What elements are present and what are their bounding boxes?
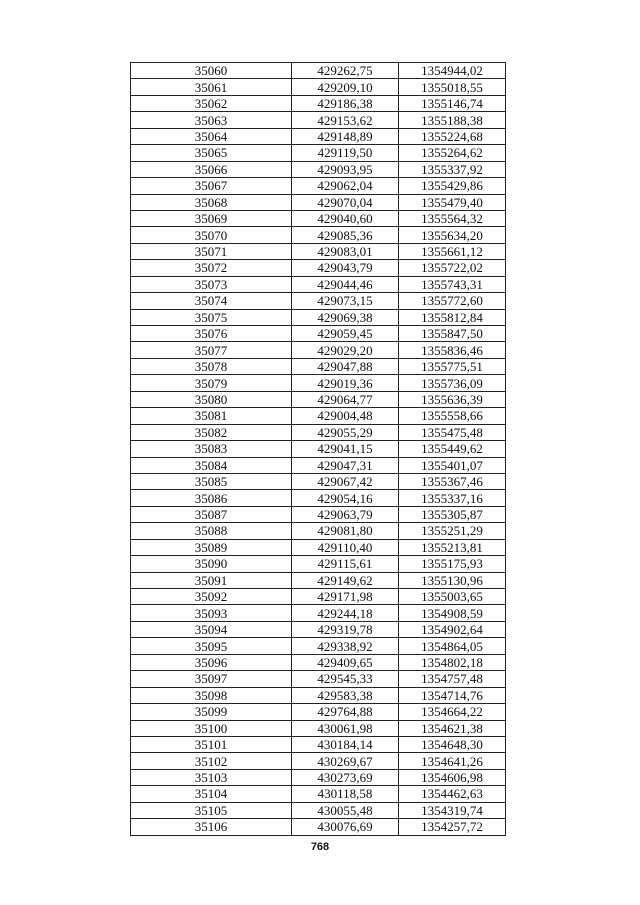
x-coordinate-cell: 429062,04 <box>292 178 399 194</box>
x-coordinate-cell: 429041,15 <box>292 441 399 457</box>
x-coordinate-cell: 430055,48 <box>292 802 399 818</box>
point-number-cell: 35061 <box>131 79 292 95</box>
point-number-cell: 35087 <box>131 506 292 522</box>
point-number-cell: 35070 <box>131 227 292 243</box>
point-number-cell: 35066 <box>131 161 292 177</box>
table-row <box>131 342 506 358</box>
y-coordinate-cell: 1355736,09 <box>399 375 506 391</box>
y-coordinate-cell: 1355722,02 <box>399 260 506 276</box>
point-number-cell: 35083 <box>131 441 292 457</box>
x-coordinate-cell: 429338,92 <box>292 638 399 654</box>
table-row <box>131 621 506 637</box>
table-row <box>131 128 506 144</box>
y-coordinate-cell: 1355146,74 <box>399 95 506 111</box>
y-coordinate-cell: 1355836,46 <box>399 342 506 358</box>
table-row <box>131 79 506 95</box>
x-coordinate-cell: 429319,78 <box>292 621 399 637</box>
x-coordinate-cell: 429070,04 <box>292 194 399 210</box>
table-row <box>131 506 506 522</box>
x-coordinate-cell: 430184,14 <box>292 736 399 752</box>
y-coordinate-cell: 1355264,62 <box>399 145 506 161</box>
y-coordinate-cell: 1355003,65 <box>399 589 506 605</box>
y-coordinate-cell: 1355772,60 <box>399 293 506 309</box>
y-coordinate-cell: 1355305,87 <box>399 506 506 522</box>
y-coordinate-cell: 1355337,92 <box>399 161 506 177</box>
table-row <box>131 358 506 374</box>
table-row <box>131 572 506 588</box>
y-coordinate-cell: 1355337,16 <box>399 490 506 506</box>
x-coordinate-cell: 429044,46 <box>292 276 399 292</box>
x-coordinate-cell: 429040,60 <box>292 210 399 226</box>
y-coordinate-cell: 1354802,18 <box>399 654 506 670</box>
y-coordinate-cell: 1355479,40 <box>399 194 506 210</box>
x-coordinate-cell: 429115,61 <box>292 556 399 572</box>
point-number-cell: 35073 <box>131 276 292 292</box>
point-number-cell: 35089 <box>131 539 292 555</box>
point-number-cell: 35098 <box>131 687 292 703</box>
x-coordinate-cell: 429110,40 <box>292 539 399 555</box>
y-coordinate-cell: 1355564,32 <box>399 210 506 226</box>
table-row <box>131 523 506 539</box>
point-number-cell: 35091 <box>131 572 292 588</box>
table-row <box>131 178 506 194</box>
table-row <box>131 375 506 391</box>
table-row <box>131 457 506 473</box>
point-number-cell: 35063 <box>131 112 292 128</box>
table-row <box>131 194 506 210</box>
table-row <box>131 391 506 407</box>
y-coordinate-cell: 1354864,05 <box>399 638 506 654</box>
x-coordinate-cell: 429153,62 <box>292 112 399 128</box>
point-number-cell: 35076 <box>131 326 292 342</box>
y-coordinate-cell: 1355636,39 <box>399 391 506 407</box>
point-number-cell: 35085 <box>131 473 292 489</box>
point-number-cell: 35077 <box>131 342 292 358</box>
y-coordinate-cell: 1355251,29 <box>399 523 506 539</box>
y-coordinate-cell: 1355475,48 <box>399 424 506 440</box>
point-number-cell: 35078 <box>131 358 292 374</box>
table-row <box>131 802 506 818</box>
y-coordinate-cell: 1354319,74 <box>399 802 506 818</box>
x-coordinate-cell: 429043,79 <box>292 260 399 276</box>
y-coordinate-cell: 1354257,72 <box>399 819 506 835</box>
table-row <box>131 786 506 802</box>
x-coordinate-cell: 429085,36 <box>292 227 399 243</box>
point-number-cell: 35069 <box>131 210 292 226</box>
y-coordinate-cell: 1355401,07 <box>399 457 506 473</box>
table-row <box>131 112 506 128</box>
x-coordinate-cell: 429073,15 <box>292 293 399 309</box>
y-coordinate-cell: 1354944,02 <box>399 63 506 79</box>
y-coordinate-cell: 1354908,59 <box>399 605 506 621</box>
table-row <box>131 260 506 276</box>
x-coordinate-cell: 429054,16 <box>292 490 399 506</box>
table-row <box>131 210 506 226</box>
table-row <box>131 687 506 703</box>
x-coordinate-cell: 430118,58 <box>292 786 399 802</box>
point-number-cell: 35099 <box>131 704 292 720</box>
table-row <box>131 326 506 342</box>
point-number-cell: 35068 <box>131 194 292 210</box>
point-number-cell: 35075 <box>131 309 292 325</box>
x-coordinate-cell: 429004,48 <box>292 408 399 424</box>
table-row <box>131 63 506 79</box>
y-coordinate-cell: 1354621,38 <box>399 720 506 736</box>
point-number-cell: 35071 <box>131 243 292 259</box>
x-coordinate-cell: 429409,65 <box>292 654 399 670</box>
point-number-cell: 35104 <box>131 786 292 802</box>
x-coordinate-cell: 429262,75 <box>292 63 399 79</box>
table-row <box>131 539 506 555</box>
table-row <box>131 408 506 424</box>
point-number-cell: 35082 <box>131 424 292 440</box>
point-number-cell: 35088 <box>131 523 292 539</box>
table-row <box>131 276 506 292</box>
coordinates-table <box>130 62 506 836</box>
y-coordinate-cell: 1354648,30 <box>399 736 506 752</box>
x-coordinate-cell: 429047,31 <box>292 457 399 473</box>
y-coordinate-cell: 1355775,51 <box>399 358 506 374</box>
table-row <box>131 227 506 243</box>
y-coordinate-cell: 1354757,48 <box>399 671 506 687</box>
point-number-cell: 35097 <box>131 671 292 687</box>
table-row <box>131 589 506 605</box>
point-number-cell: 35103 <box>131 769 292 785</box>
x-coordinate-cell: 429067,42 <box>292 473 399 489</box>
table-row <box>131 720 506 736</box>
table-row <box>131 490 506 506</box>
table-row <box>131 704 506 720</box>
point-number-cell: 35096 <box>131 654 292 670</box>
y-coordinate-cell: 1354462,63 <box>399 786 506 802</box>
point-number-cell: 35102 <box>131 753 292 769</box>
page-number: 768 <box>310 841 330 853</box>
x-coordinate-cell: 429148,89 <box>292 128 399 144</box>
y-coordinate-cell: 1354902,64 <box>399 621 506 637</box>
y-coordinate-cell: 1355130,96 <box>399 572 506 588</box>
x-coordinate-cell: 429171,98 <box>292 589 399 605</box>
x-coordinate-cell: 429244,18 <box>292 605 399 621</box>
y-coordinate-cell: 1355634,20 <box>399 227 506 243</box>
coordinates-table-body <box>131 63 506 836</box>
table-row <box>131 605 506 621</box>
y-coordinate-cell: 1355429,86 <box>399 178 506 194</box>
y-coordinate-cell: 1355188,38 <box>399 112 506 128</box>
point-number-cell: 35092 <box>131 589 292 605</box>
point-number-cell: 35106 <box>131 819 292 835</box>
point-number-cell: 35074 <box>131 293 292 309</box>
x-coordinate-cell: 430269,67 <box>292 753 399 769</box>
point-number-cell: 35062 <box>131 95 292 111</box>
x-coordinate-cell: 429063,79 <box>292 506 399 522</box>
x-coordinate-cell: 429209,10 <box>292 79 399 95</box>
point-number-cell: 35072 <box>131 260 292 276</box>
x-coordinate-cell: 429119,50 <box>292 145 399 161</box>
table-row <box>131 638 506 654</box>
x-coordinate-cell: 429055,29 <box>292 424 399 440</box>
y-coordinate-cell: 1355213,81 <box>399 539 506 555</box>
point-number-cell: 35081 <box>131 408 292 424</box>
table-row <box>131 671 506 687</box>
table-row <box>131 736 506 752</box>
table-row <box>131 819 506 835</box>
point-number-cell: 35094 <box>131 621 292 637</box>
x-coordinate-cell: 429064,77 <box>292 391 399 407</box>
x-coordinate-cell: 429069,38 <box>292 309 399 325</box>
table-row <box>131 441 506 457</box>
point-number-cell: 35060 <box>131 63 292 79</box>
point-number-cell: 35065 <box>131 145 292 161</box>
table-row <box>131 473 506 489</box>
table-row <box>131 424 506 440</box>
point-number-cell: 35064 <box>131 128 292 144</box>
x-coordinate-cell: 430273,69 <box>292 769 399 785</box>
x-coordinate-cell: 429059,45 <box>292 326 399 342</box>
table-row <box>131 145 506 161</box>
x-coordinate-cell: 429545,33 <box>292 671 399 687</box>
table-row <box>131 556 506 572</box>
table-row <box>131 769 506 785</box>
table-row <box>131 293 506 309</box>
table-row <box>131 161 506 177</box>
y-coordinate-cell: 1355743,31 <box>399 276 506 292</box>
x-coordinate-cell: 430061,98 <box>292 720 399 736</box>
point-number-cell: 35080 <box>131 391 292 407</box>
x-coordinate-cell: 429149,62 <box>292 572 399 588</box>
table-row <box>131 753 506 769</box>
y-coordinate-cell: 1355661,12 <box>399 243 506 259</box>
y-coordinate-cell: 1354606,98 <box>399 769 506 785</box>
x-coordinate-cell: 429083,01 <box>292 243 399 259</box>
y-coordinate-cell: 1355367,46 <box>399 473 506 489</box>
x-coordinate-cell: 429093,95 <box>292 161 399 177</box>
point-number-cell: 35095 <box>131 638 292 654</box>
x-coordinate-cell: 430076,69 <box>292 819 399 835</box>
point-number-cell: 35093 <box>131 605 292 621</box>
y-coordinate-cell: 1355558,66 <box>399 408 506 424</box>
y-coordinate-cell: 1354714,76 <box>399 687 506 703</box>
table-row <box>131 654 506 670</box>
y-coordinate-cell: 1355449,62 <box>399 441 506 457</box>
x-coordinate-cell: 429764,88 <box>292 704 399 720</box>
y-coordinate-cell: 1354641,26 <box>399 753 506 769</box>
point-number-cell: 35105 <box>131 802 292 818</box>
x-coordinate-cell: 429081,80 <box>292 523 399 539</box>
point-number-cell: 35100 <box>131 720 292 736</box>
y-coordinate-cell: 1354664,22 <box>399 704 506 720</box>
point-number-cell: 35090 <box>131 556 292 572</box>
x-coordinate-cell: 429186,38 <box>292 95 399 111</box>
point-number-cell: 35086 <box>131 490 292 506</box>
y-coordinate-cell: 1355224,68 <box>399 128 506 144</box>
x-coordinate-cell: 429047,88 <box>292 358 399 374</box>
table-row <box>131 309 506 325</box>
x-coordinate-cell: 429583,38 <box>292 687 399 703</box>
y-coordinate-cell: 1355175,93 <box>399 556 506 572</box>
y-coordinate-cell: 1355847,50 <box>399 326 506 342</box>
table-row <box>131 243 506 259</box>
x-coordinate-cell: 429029,20 <box>292 342 399 358</box>
y-coordinate-cell: 1355812,84 <box>399 309 506 325</box>
y-coordinate-cell: 1355018,55 <box>399 79 506 95</box>
point-number-cell: 35079 <box>131 375 292 391</box>
table-row <box>131 95 506 111</box>
point-number-cell: 35067 <box>131 178 292 194</box>
point-number-cell: 35101 <box>131 736 292 752</box>
point-number-cell: 35084 <box>131 457 292 473</box>
x-coordinate-cell: 429019,36 <box>292 375 399 391</box>
